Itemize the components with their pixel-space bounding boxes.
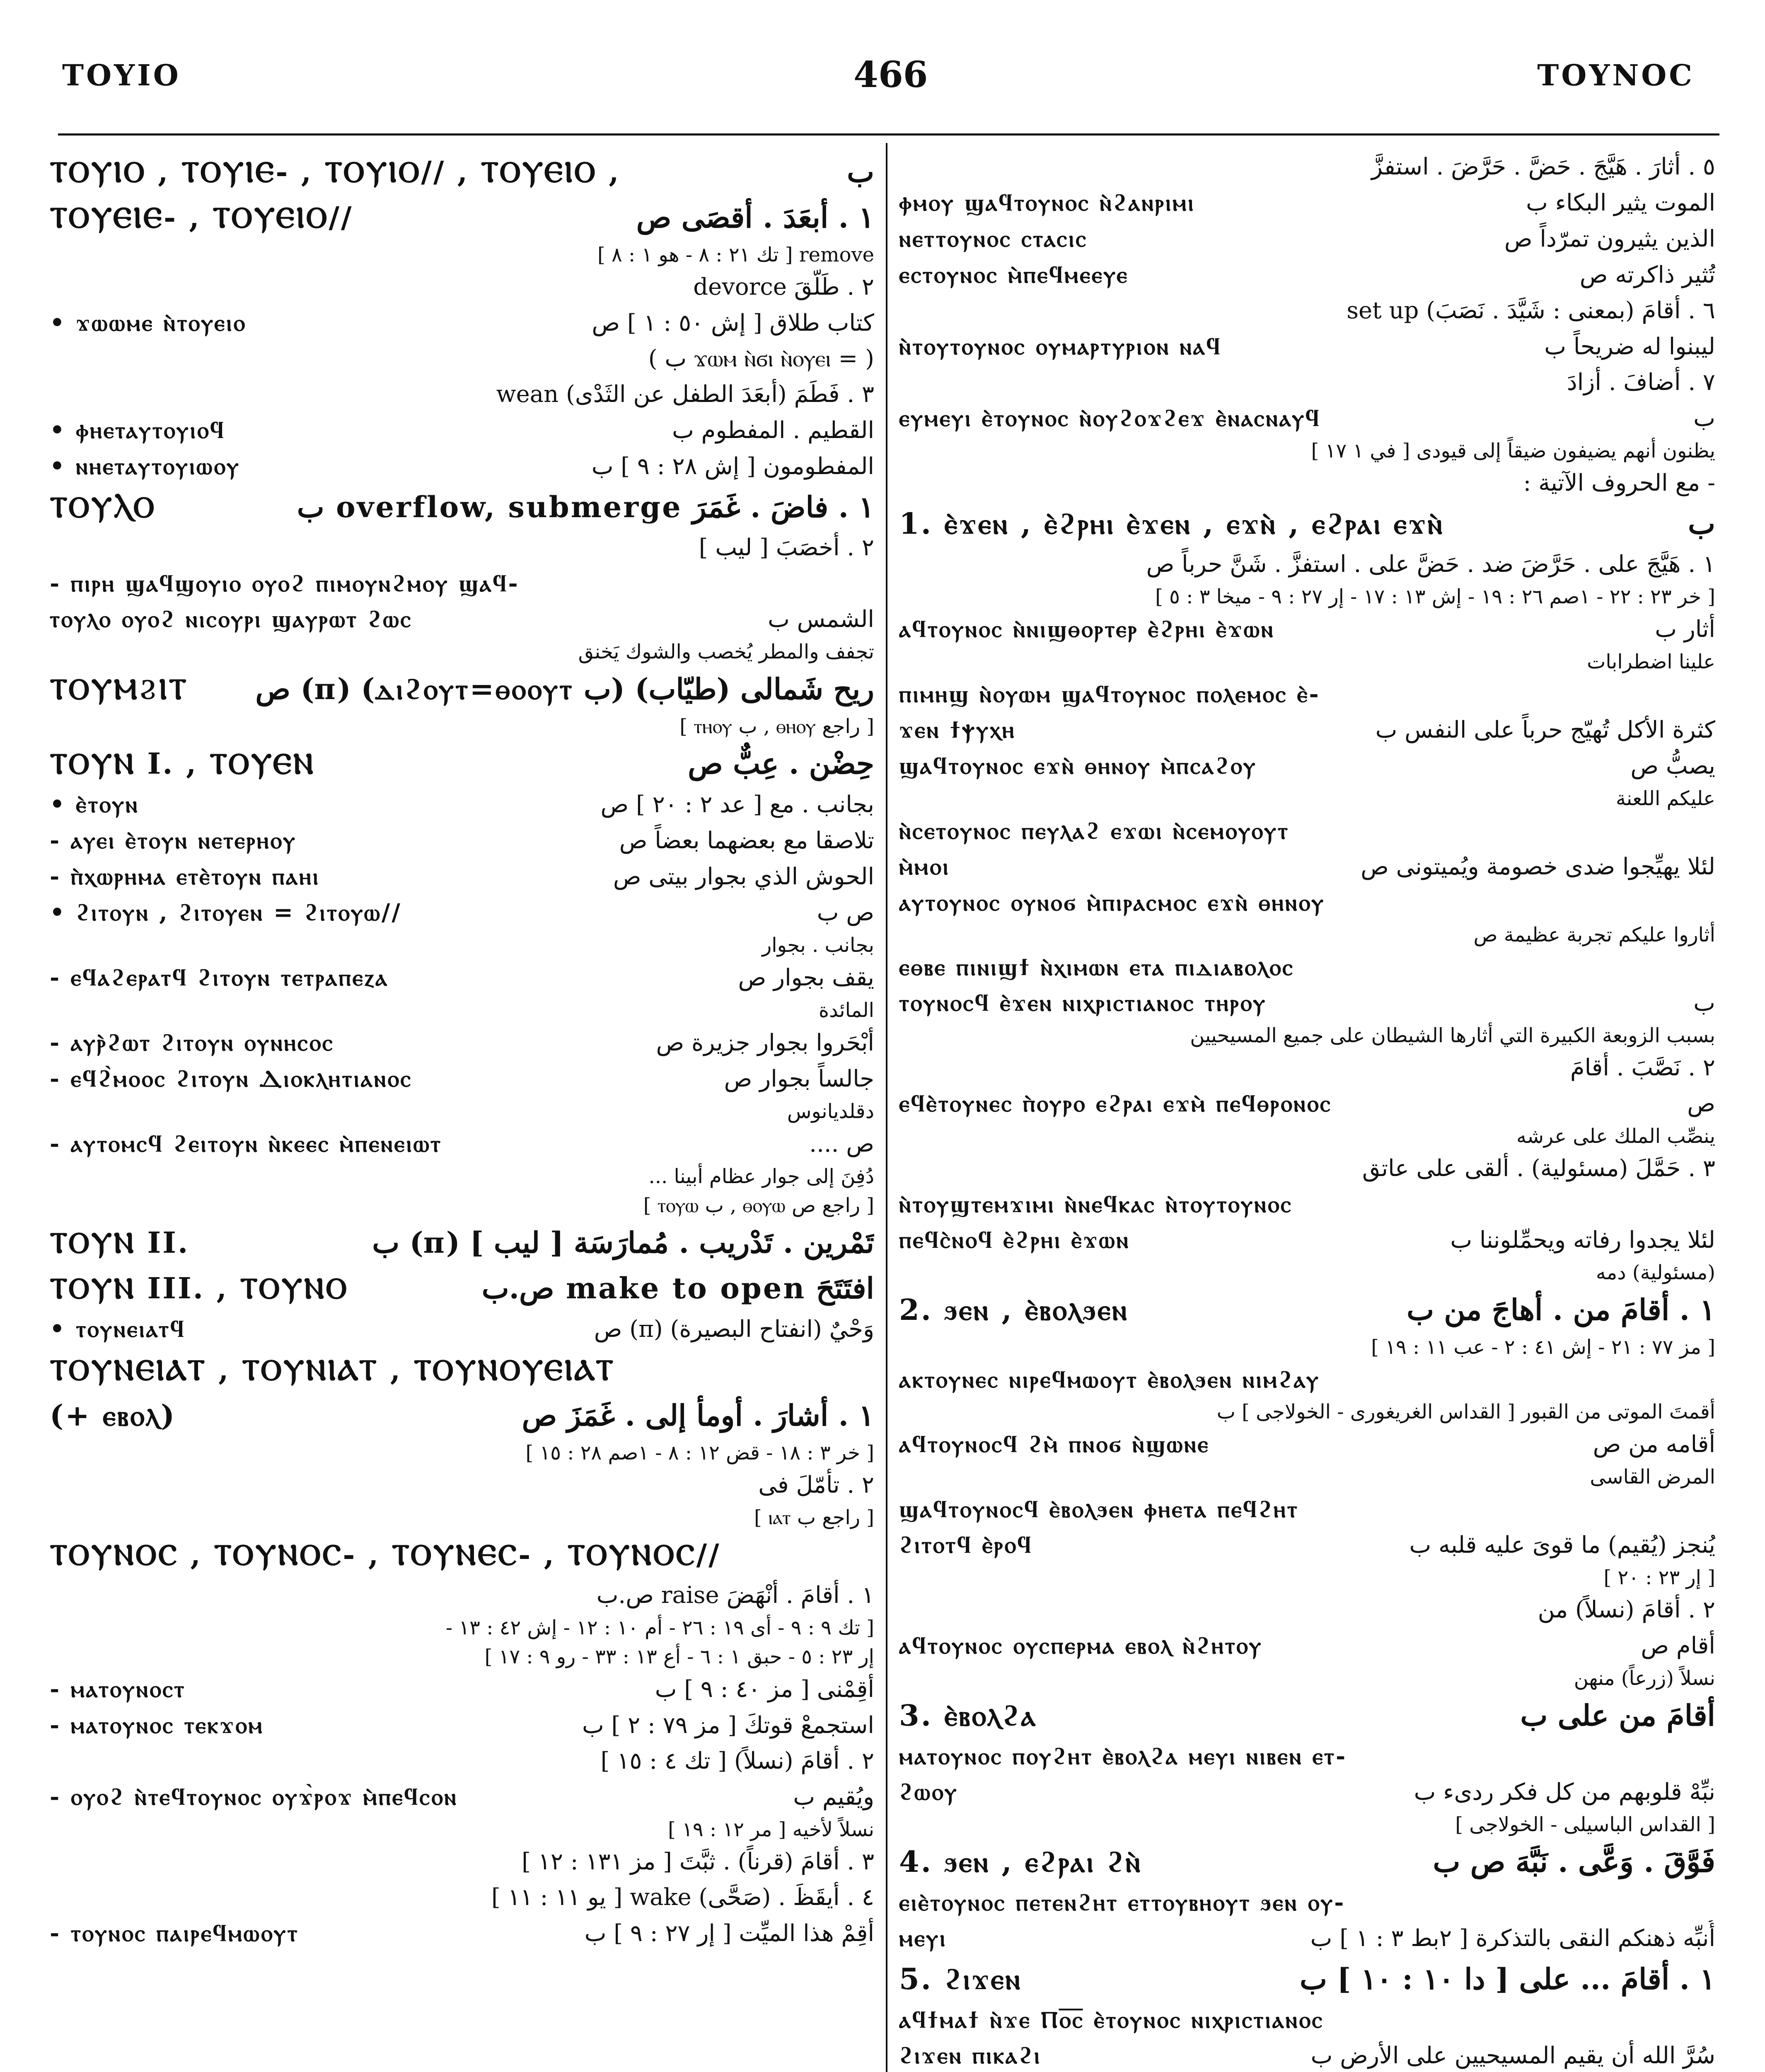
entry-line — [899, 1050, 1715, 1086]
entry-line — [899, 647, 1715, 676]
entry-line — [50, 1347, 874, 1393]
arabic-gloss: تَمْرين . تَدْريب . مُمارَسَة [ ليب ] (π) ب — [372, 1225, 874, 1260]
entry-line — [50, 149, 874, 195]
arabic-gloss: لئلا يهيِّجوا ضدى خصومة ويُميتونى ص — [1361, 853, 1715, 880]
entry-line — [50, 566, 874, 601]
arabic-gloss: أقامه من ص — [1593, 1431, 1715, 1458]
coptic-text: • ⲛⲏⲉⲧⲁⲩⲧⲟⲩⲓⲱⲟⲩ — [50, 453, 240, 480]
entry-line — [899, 1693, 1715, 1738]
entry-line — [899, 1628, 1715, 1664]
arabic-text: [ راجع ب ⲓⲁⲧ ] — [754, 1506, 874, 1529]
entry-line — [899, 1738, 1715, 1774]
entry-line — [899, 712, 1715, 748]
entry-line — [899, 1527, 1715, 1563]
entry-line — [899, 185, 1715, 221]
entry-line — [50, 1311, 874, 1347]
entry-line — [50, 1642, 874, 1671]
entry-line — [50, 1061, 874, 1097]
arabic-text: [ راجع ص ⲑⲟⲩⲱ , ب ⲧⲟⲩⲱ ] — [643, 1194, 874, 1217]
entry-line — [899, 1839, 1715, 1885]
coptic-text: ⲦⲞⲨⲒⲞ , ⲦⲞⲨⲒⲈ- , ⲦⲞⲨⲒⲞ// , ⲦⲞⲨⲈⲒⲞ , — [50, 155, 621, 189]
entry-line — [899, 1956, 1715, 2002]
entry-line — [50, 1438, 874, 1467]
coptic-text: ⲦⲞⲨⲚ I. , ⲦⲞⲨⲈⲚ — [50, 746, 315, 781]
arabic-gloss: ١ . أبعَدَ . أقصَى ص — [636, 200, 874, 235]
coptic-text: - ⲡⲓⲣⲏ ϣⲁϥϣⲟⲩⲓⲟ ⲟⲩⲟϩ ⲡⲓⲙⲟⲩⲛϩⲙⲟⲩ ϣⲁϥ- — [50, 570, 520, 597]
entry-line — [50, 1266, 874, 1311]
entry-line — [50, 1503, 874, 1532]
coptic-text: ϩⲓⲧⲟⲧϥ ⲉ̀ⲣⲟϥ — [899, 1531, 1033, 1559]
entry-line — [899, 501, 1715, 547]
arabic-gloss: يصبُّ ص — [1630, 753, 1715, 779]
entry-line — [899, 949, 1715, 985]
page-number: 466 — [853, 54, 928, 96]
left-column — [50, 149, 874, 2072]
coptic-text: 4. ϧⲉⲛ , ⲉϩⲣⲁⲓ ϩⲛ̀ — [899, 1844, 1142, 1879]
coptic-text: ⲛ̀ⲧⲟⲩϣⲧⲉⲙϫⲓⲙⲓ ⲛ̀ⲛⲉϥⲕⲁⲥ ⲛ̀ⲧⲟⲩⲧⲟⲩⲛⲟⲥ — [899, 1191, 1293, 1218]
entry-line — [50, 1162, 874, 1191]
arabic-gloss: ( = ϫⲱⲙ ⲛ̀ϭⲓ ⲛ̀ⲟⲩⲉⲓ ب ) — [648, 345, 874, 372]
coptic-text: ⲛ̀ⲥⲉⲧⲟⲩⲛⲟⲥ ⲡⲉⲩⲗⲁϩ ⲉϫⲱⲓ ⲛ̀ⲥⲉⲙⲟⲩⲟⲩⲧ — [899, 817, 1290, 845]
coptic-text: 5. ϩⲓϫⲉⲛ — [899, 1962, 1022, 1996]
entry-line — [899, 1151, 1715, 1186]
coptic-text: ⲛⲉⲧⲧⲟⲩⲛⲟⲥ ⲥⲧⲁⲥⲓⲥ — [899, 225, 1088, 252]
coptic-text: ⲁϥϯⲙⲁϯ ⲛ̀ϫⲉ Ⲡⲟ̅ⲥ̅ ⲉ̀ⲧⲟⲩⲛⲟⲥ ⲛⲓⲭⲣⲓⲥⲧⲓⲁⲛⲟⲥ — [899, 2006, 1324, 2033]
arabic-text: أقمتَ الموتى من القبور [ القداس الغريغورى - الخولاجى ] ب — [1216, 1400, 1715, 1423]
arabic-gloss: تُثير ذاكرته ص — [1579, 261, 1715, 288]
arabic-text: عليكم اللعنة — [1616, 787, 1715, 810]
arabic-gloss: يقف بجوار ص — [738, 964, 874, 991]
entry-line — [899, 400, 1715, 436]
entry-line — [50, 1532, 874, 1578]
coptic-text: ⲦⲞⲨⲘϨⲒⲦ — [50, 672, 189, 706]
entry-line — [50, 859, 874, 895]
entry-line — [50, 823, 874, 859]
arabic-gloss: ص — [1687, 1090, 1715, 1117]
entry-line — [50, 269, 874, 305]
coptic-text: - ⲁⲩⲉⲓ ⲉ̀ⲧⲟⲩⲛ ⲛⲉⲧⲉⲣⲏⲟⲩ — [50, 827, 297, 854]
entry-line — [899, 1592, 1715, 1628]
entry-line — [899, 1426, 1715, 1462]
coptic-text: - ⲟⲩⲟϩ ⲛ̀ⲧⲉϥⲧⲟⲩⲛⲟⲥ ⲟⲩϫ̀ⲣⲟϫ ⲙ̀ⲡⲉϥⲥⲟⲛ — [50, 1783, 458, 1811]
entry-line — [50, 341, 874, 377]
entry-line — [899, 149, 1715, 185]
coptic-text: ⲧⲟⲩⲛⲟⲥϥ ⲉ̀ϫⲉⲛ ⲛⲓⲭⲣⲓⲥⲧⲓⲁⲛⲟⲥ ⲧⲏⲣⲟⲩ — [899, 989, 1267, 1017]
arabic-gloss: ب — [847, 155, 874, 189]
entry-line — [899, 1362, 1715, 1397]
arabic-text: [ إر ٢٣ : ٢٠ ] — [1603, 1566, 1715, 1589]
entry-line — [50, 1393, 874, 1438]
entry-line — [50, 412, 874, 448]
arabic-text: ٢ . أقامَ (نسلاً) من — [1538, 1596, 1715, 1623]
arabic-text: ٢ . تأمّلَ فى — [758, 1472, 874, 1498]
arabic-gloss: نبِّهْ قلوبهم من كل فكر ردىء ب — [1414, 1779, 1715, 1806]
entry-line — [899, 784, 1715, 813]
arabic-text: [ راجع ⲑⲏⲟⲩ , ب ⲧⲏⲟⲩ ] — [679, 715, 874, 738]
entry-line — [899, 465, 1715, 501]
arabic-gloss: ب — [1688, 506, 1715, 541]
running-head-left: ΤΟΥΙΟ — [62, 58, 181, 92]
coptic-text: ⲦⲞⲨⲖⲞ — [50, 490, 156, 524]
arabic-text: ٦ . أقامَ (بمعنى : شَيَّدَ . نَصَبَ) set up — [1347, 297, 1715, 324]
coptic-text: ⲉⲥⲧⲟⲩⲛⲟⲥ ⲙ̀ⲡⲉϥⲙⲉⲉⲩⲉ — [899, 261, 1129, 288]
entry-line — [899, 436, 1715, 465]
running-head-right: ΤΟΥΝΟϹ — [1537, 58, 1695, 92]
coptic-text: ⲧⲟⲩⲗⲟ ⲟⲩⲟϩ ⲛⲓⲥⲟⲩⲣⲓ ϣⲁⲩⲣⲱⲧ ϩⲱⲥ — [50, 605, 413, 633]
entry-line — [899, 1563, 1715, 1592]
arabic-gloss: لئلا يجدوا رفاته ويحمِّلوننا ب — [1450, 1227, 1715, 1254]
entry-line — [50, 1467, 874, 1503]
entry-line — [50, 1915, 874, 1951]
entry-line — [50, 1815, 874, 1844]
arabic-text: ٥ . أثارَ . هَيَّجَ . حَضَّ . حَرَّضَ . استفزَّ — [1371, 153, 1715, 180]
entry-line — [899, 1397, 1715, 1426]
entry-line — [899, 2002, 1715, 2038]
arabic-gloss: المفطومون [ إش ٢٨ : ٩ ] ب — [591, 453, 874, 480]
arabic-text: ٣ . فَطَمَ (أبعَدَ الطفل عن الثَدْى) wean — [496, 381, 874, 408]
coptic-text: - ⲙⲁⲧⲟⲩⲛⲟⲥⲧ — [50, 1675, 186, 1703]
coptic-text: ⲁϥⲧⲟⲩⲛⲟⲥ ⲛ̀ⲛⲓϣⲑⲟⲣⲧⲉⲣ ⲉ̀ϩⲣⲏⲓ ⲉ̀ϫⲱⲛ — [899, 615, 1275, 643]
entry-line — [50, 1191, 874, 1220]
page-header — [0, 0, 1765, 137]
entry-line — [50, 1097, 874, 1126]
arabic-text: المائدة — [818, 999, 874, 1022]
entry-line — [899, 1664, 1715, 1693]
coptic-text: - ⲁⲩⲣ̀ϩⲱⲧ ϩⲓⲧⲟⲩⲛ ⲟⲩⲛⲏⲥⲟⲥ — [50, 1029, 334, 1056]
coptic-text: ϩⲱⲟⲩ — [899, 1778, 958, 1806]
arabic-gloss: سُرَّ الله أن يقيم المسيحيين على الأرض ب — [1310, 2042, 1715, 2069]
arabic-text: ٢ . أخصَبَ [ ليب ] — [699, 534, 874, 561]
coptic-text: ⲁϥⲧⲟⲩⲛⲟⲥϥ ϩⲙ̀ ⲡⲛⲟϭ ⲛ̀ϣⲱⲛⲉ — [899, 1431, 1210, 1458]
arabic-gloss: كثرة الأكل تُهيّج حرباً على النفس ب — [1375, 716, 1715, 743]
arabic-gloss: ١ . أشارَ . أومأ إلى . غَمَزَ ص — [522, 1398, 874, 1433]
entry-line — [899, 1021, 1715, 1050]
coptic-text: ⲙⲁⲧⲟⲩⲛⲟⲥ ⲡⲟⲩϩⲏⲧ ⲉ̀ⲃⲟⲗϩⲁ ⲙⲉⲩⲓ ⲛⲓⲃⲉⲛ ⲉⲧ- — [899, 1743, 1347, 1770]
arabic-text: المرض القاسى — [1590, 1465, 1715, 1489]
arabic-gloss: أُنبِّه ذهنكم النقى بالتذكرة [ ٢بط ٣ : ١ ] ب — [1310, 1925, 1715, 1952]
arabic-text: [ خر ٣ : ١٨ - قض ١٢ : ٨ - ١صم ٢٨ : ١٥ ] — [525, 1441, 874, 1464]
entry-line — [50, 448, 874, 484]
entry-line — [899, 1491, 1715, 1527]
entry-line — [50, 996, 874, 1025]
arabic-text: علينا اضطرابات — [1587, 650, 1715, 673]
entry-line — [50, 195, 874, 240]
entry-line — [899, 547, 1715, 582]
arabic-gloss: ب — [1693, 405, 1715, 432]
arabic-gloss: الحوش الذي بجوار بيتى ص — [613, 863, 874, 890]
arabic-gloss: جالساً بجوار ص — [724, 1065, 874, 1092]
arabic-gloss: بجانب . مع [ عد ٢ : ٢٠ ] ص — [600, 791, 874, 818]
entry-line — [50, 1025, 874, 1061]
coptic-text: - ⲁⲩⲧⲟⲙⲥϥ ϩⲉⲓⲧⲟⲩⲛ ⲛ̀ⲕⲉⲉⲥ ⲙ̀ⲡⲉⲛⲉⲓⲱⲧ — [50, 1130, 442, 1157]
arabic-gloss: ص .... — [809, 1130, 874, 1157]
header-rule — [58, 133, 1719, 136]
arabic-text: أثاروا عليكم تجربة عظيمة ص — [1473, 923, 1715, 946]
arabic-gloss: أقِمْنى [ مز ٤٠ : ٩ ] ب — [655, 1676, 874, 1703]
arabic-gloss: افتَتَحَ make to open ص.ب — [481, 1271, 874, 1305]
arabic-text: نسلاً (زرعاً) منهن — [1574, 1667, 1715, 1690]
entry-line — [899, 1287, 1715, 1333]
coptic-text: ⲦⲞⲨⲈⲒⲈ- , ⲦⲞⲨⲈⲒⲞ// — [50, 200, 353, 235]
entry-line — [50, 530, 874, 566]
arabic-text: بجانب . بجوار — [762, 934, 874, 957]
coptic-text: 3. ⲉ̀ⲃⲟⲗϩⲁ — [899, 1698, 1037, 1733]
arabic-text: (مسئولية) دمه — [1596, 1261, 1715, 1284]
entry-line — [50, 1578, 874, 1613]
arabic-gloss: ويُقيم ب — [793, 1784, 874, 1811]
arabic-gloss: أقام ص — [1641, 1632, 1715, 1659]
coptic-text: • ⲫⲏⲉⲧⲁⲩⲧⲟⲩⲓⲟϥ — [50, 416, 226, 444]
arabic-gloss: تلاصقا مع بعضهما بعضاً ص — [619, 827, 874, 854]
coptic-text: ⲡⲓⲙⲏϣ ⲛ̀ⲟⲩⲱⲙ ϣⲁϥⲧⲟⲩⲛⲟⲥ ⲡⲟⲗⲉⲙⲟⲥ ⲉ̀- — [899, 680, 1320, 708]
entry-line — [899, 1086, 1715, 1122]
arabic-text: [ القداس الباسيلى - الخولاجى ] — [1455, 1813, 1715, 1836]
arabic-gloss: يُنجز (يُقيم) ما قوىَ عليه قلبه ب — [1409, 1532, 1715, 1559]
coptic-text: ϣⲁϥⲧⲟⲩⲛⲟⲥϥ ⲉ̀ⲃⲟⲗϧⲉⲛ ⲫⲏⲉⲧⲁ ⲡⲉϥϩⲏⲧ — [899, 1496, 1299, 1523]
entry-line — [899, 1122, 1715, 1151]
coptic-text: - ⲉϥⲁϩⲉⲣⲁⲧϥ ϩⲓⲧⲟⲩⲛ ⲧⲉⲧⲣⲁⲡⲉⲍⲁ — [50, 964, 389, 991]
arabic-gloss: ص ب — [817, 899, 874, 926]
entry-line — [899, 329, 1715, 365]
entry-line — [899, 257, 1715, 293]
entry-line — [899, 748, 1715, 784]
coptic-text: • ϩⲓⲧⲟⲩⲛ , ϩⲓⲧⲟⲩⲉⲛ = ϩⲓⲧⲟⲩⲱ// — [50, 899, 402, 926]
arabic-gloss: استجمعْ قوتكَ [ مز ٧٩ : ٢ ] ب — [582, 1712, 874, 1739]
entry-line — [50, 712, 874, 741]
entry-line — [50, 666, 874, 712]
arabic-gloss: ١ . أقامَ من . أهاجَ من ب — [1407, 1293, 1715, 1327]
arabic-gloss: أقامَ من على ب — [1520, 1698, 1715, 1733]
arabic-text: ينصِّب الملك على عرشه — [1516, 1125, 1715, 1148]
coptic-text: ⲙⲉⲩⲓ — [899, 1924, 947, 1952]
entry-line — [899, 1333, 1715, 1362]
coptic-text: - ⲉϥϩ̀ⲙⲟⲟⲥ ϩⲓⲧⲟⲩⲛ Ⲇⲓⲟⲕⲗⲏⲧⲓⲁⲛⲟⲥ — [50, 1065, 413, 1092]
coptic-text: • ⲧⲟⲩⲛⲉⲓⲁⲧϥ — [50, 1315, 186, 1343]
arabic-text: ٢ . طَلَّقَ devorce — [693, 274, 874, 300]
entry-line — [50, 484, 874, 530]
coptic-text: ϩⲓϫⲉⲛ ⲡⲓⲕⲁϩⲓ — [899, 2042, 1042, 2069]
entry-line — [899, 1774, 1715, 1810]
arabic-gloss: ب — [1693, 990, 1715, 1017]
entry-line — [899, 1258, 1715, 1287]
arabic-gloss: أثار ب — [1655, 616, 1715, 643]
arabic-gloss: حِضْن . عِبٌّ ص — [688, 746, 874, 781]
arabic-gloss: فَوَّقَ . وَعَّى . نَبَّهَ ص ب — [1433, 1844, 1715, 1879]
entry-line — [899, 1222, 1715, 1258]
entry-line — [50, 1220, 874, 1266]
arabic-gloss: كتاب طلاق [ إش ٥٠ : ١ ] ص — [592, 310, 874, 336]
arabic-text: remove [ تك ٢١ : ٨ - هو ١ : ٨ ] — [597, 243, 874, 266]
entry-line — [50, 377, 874, 412]
coptic-text: ⲦⲞⲨⲚⲈⲒⲀⲦ , ⲦⲞⲨⲚⲒⲀⲦ , ⲦⲞⲨⲚⲞⲨⲈⲒⲀⲦ — [50, 1353, 615, 1387]
arabic-text: [ مز ٧٧ : ٢١ - إش ٤١ : ٢ - عب ١١ : ١٩ ] — [1371, 1336, 1715, 1359]
coptic-text: ⲦⲞⲨⲚ III. , ⲦⲞⲨⲚⲞ — [50, 1271, 349, 1305]
entry-line — [899, 221, 1715, 257]
entry-line — [899, 1885, 1715, 1920]
coptic-text: ⲡⲉϥⲥ̀ⲛⲟϥ ⲉ̀ϩⲣⲏⲓ ⲉ̀ϫⲱⲛ — [899, 1226, 1130, 1254]
entry-line — [899, 985, 1715, 1021]
entry-line — [50, 240, 874, 269]
coptic-text: ⲁⲕⲧⲟⲩⲛⲉⲥ ⲛⲓⲣⲉϥⲙⲱⲟⲩⲧ ⲉ̀ⲃⲟⲗϧⲉⲛ ⲛⲓⲙϩⲁⲩ — [899, 1366, 1320, 1393]
arabic-text: ١ . أقامَ . أنْهَضَ raise ص.ب — [596, 1582, 874, 1609]
entry-line — [899, 582, 1715, 611]
entry-line — [899, 1920, 1715, 1956]
coptic-text: (+ ⲉⲃⲟⲗ) — [50, 1398, 176, 1433]
arabic-text: دُفِنَ إلى جوار عظام أبينا ... — [648, 1165, 874, 1188]
entry-line — [50, 960, 874, 996]
arabic-gloss: الذين يثيرون تمرّداً ص — [1504, 225, 1715, 252]
entry-line — [50, 1126, 874, 1162]
arabic-text: تجفف والمطر يُخصب والشوك يَخنق — [578, 640, 874, 663]
coptic-text: ⲙ̀ⲙⲟⲓ — [899, 853, 950, 880]
coptic-text: ϣⲁϥⲧⲟⲩⲛⲟⲥ ⲉϫⲛ̀ ⲑⲏⲛⲟⲩ ⲙ̀ⲡⲥⲁϩⲟⲩ — [899, 752, 1257, 779]
coptic-text: • ⲉ̀ⲧⲟⲩⲛ — [50, 791, 139, 818]
entry-line — [50, 1707, 874, 1743]
coptic-text: ⲁϥⲧⲟⲩⲛⲟⲥ ⲟⲩⲥⲡⲉⲣⲙⲁ ⲉⲃⲟⲗ ⲛ̀ϩⲏⲧⲟⲩ — [899, 1632, 1263, 1659]
entry-line — [50, 305, 874, 341]
entry-line — [899, 611, 1715, 647]
coptic-text: ϫⲉⲛ ϯⲯⲩⲭⲏ — [899, 716, 1016, 743]
arabic-text: نسلاً لأخيه [ مر ١٢ : ١٩ ] — [668, 1818, 874, 1841]
arabic-gloss: أبْحَروا بجوار جزيرة ص — [656, 1029, 874, 1056]
entry-line — [50, 601, 874, 637]
coptic-text: 1. ⲉ̀ϫⲉⲛ , ⲉ̀ϩⲣⲏⲓ ⲉ̀ϫⲉⲛ , ⲉϫⲛ̀ , ⲉϩⲣⲁⲓ ⲉϫⲛ̀ — [899, 506, 1444, 541]
coptic-text: ⲦⲞⲨⲚⲞⲤ , ⲦⲞⲨⲚⲞⲤ- , ⲦⲞⲨⲚⲈⲤ- , ⲦⲞⲨⲚⲞⲤ// — [50, 1537, 721, 1572]
arabic-text: ٤ . أيقَظَ . (صَحَّى) wake [ يو ١١ : ١١ ] — [491, 1884, 874, 1911]
coptic-text: ⲉϥⲉ̀ⲧⲟⲩⲛⲉⲥ ⲡ̀ⲟⲩⲣⲟ ⲉϩⲣⲁⲓ ⲉϫⲙ̀ ⲡⲉϥⲑⲣⲟⲛⲟⲥ — [899, 1090, 1332, 1117]
arabic-gloss: أقِمْ هذا الميِّت [ إر ٢٧ : ٩ ] ب — [584, 1920, 874, 1947]
arabic-gloss: الشمس ب — [768, 606, 874, 633]
arabic-text: بسبب الزوبعة الكبيرة التي أثارها الشيطان على جميع المسيحيين — [1190, 1024, 1715, 1047]
arabic-text: ٣ . حَمَّلَ (مسئولية) . ألقى على عاتق — [1362, 1155, 1715, 1182]
entry-line — [50, 1779, 874, 1815]
entry-line — [899, 2038, 1715, 2072]
arabic-gloss: ليبنوا له ضريحاً ب — [1544, 333, 1715, 360]
entry-line — [50, 895, 874, 931]
arabic-gloss: ١ . فاضَ . غَمَرَ overflow, submerge ب — [297, 490, 874, 524]
coptic-text: - ⲙⲁⲧⲟⲩⲛⲟⲥ ⲧⲉⲕϫⲟⲙ — [50, 1711, 264, 1739]
coptic-text: ⲉⲩⲙⲉⲩⲓ ⲉ̀ⲧⲟⲩⲛⲟⲥ ⲛ̀ⲟⲩϩⲟϫϩⲉϫ ⲉ̀ⲛⲁⲥⲛⲁⲩϥ — [899, 404, 1321, 432]
arabic-text: يظنون أنهم يضيفون ضيقاً إلى قيودى [ في ١ ١٧ ] — [1311, 439, 1715, 462]
entry-line — [50, 1844, 874, 1880]
coptic-text: ⲫⲙⲟⲩ ϣⲁϥⲧⲟⲩⲛⲟⲥ ⲛ̀ϩⲁⲛⲣⲓⲙⲓ — [899, 189, 1195, 216]
entry-line — [899, 1462, 1715, 1491]
arabic-gloss: ريح شَمالى (طيّاب) (ب ⲇⲓϩⲟⲩⲧ=ⲑⲟⲟⲩⲧ) (π) ص — [255, 672, 874, 706]
entry-line — [899, 365, 1715, 400]
arabic-text: إر ٢٣ : ٥ - حبق ١ : ٦ - أع ١٣ : ٣٣ - رو ٩ : ١٧ ] — [484, 1645, 874, 1668]
arabic-text: دقلديانوس — [787, 1100, 874, 1123]
arabic-text: - مع الحروف الآتية : — [1523, 470, 1715, 496]
coptic-text: ⲁⲩⲧⲟⲩⲛⲟⲥ ⲟⲩⲛⲟϭ ⲙ̀ⲡⲓⲣⲁⲥⲙⲟⲥ ⲉϫⲛ̀ ⲑⲏⲛⲟⲩ — [899, 889, 1325, 916]
coptic-text: ⲉⲑⲃⲉ ⲡⲓⲛⲓϣϯ ⲛ̀ⲭⲓⲙⲱⲛ ⲉⲧⲁ ⲡⲓⲇⲓⲁⲃⲟⲗⲟⲥ — [899, 954, 1294, 981]
column-divider — [886, 143, 887, 2072]
entry-line — [50, 1880, 874, 1915]
coptic-text: ⲉⲓⲉ̀ⲧⲟⲩⲛⲟⲥ ⲡⲉⲧⲉⲛϩⲏⲧ ⲉⲧⲧⲟⲩⲃⲏⲟⲩⲧ ϧⲉⲛ ⲟⲩ- — [899, 1889, 1346, 1916]
entry-line — [50, 1743, 874, 1779]
arabic-gloss: وَحْيٌ (انفتاح البصيرة) (π) ص — [594, 1316, 874, 1343]
arabic-gloss: القطيم . المفطوم ب — [672, 417, 874, 444]
entry-line — [899, 293, 1715, 329]
entry-line — [899, 1810, 1715, 1839]
arabic-text: ١ . هَيَّجَ على . حَرَّضَ ضد . حَضَّ على . استفزَّ . شَنَّ حرباً ص — [1146, 551, 1715, 578]
entry-line — [50, 637, 874, 666]
coptic-text: 2. ϧⲉⲛ , ⲉ̀ⲃⲟⲗϧⲉⲛ — [899, 1293, 1129, 1327]
entry-line — [899, 920, 1715, 949]
entry-line — [50, 1613, 874, 1642]
entry-line — [50, 1671, 874, 1707]
entry-line — [899, 813, 1715, 849]
arabic-text: [ تك ٩ : ٩ - أى ١٩ : ٢٦ - أم ١٠ : ١٢ - إش ٤٢ : ١٣ - — [445, 1616, 874, 1639]
coptic-text: ⲛ̀ⲧⲟⲩⲧⲟⲩⲛⲟⲥ ⲟⲩⲙⲁⲣⲧⲩⲣⲓⲟⲛ ⲛⲁϥ — [899, 333, 1222, 360]
arabic-text: ٢ . أقامَ (نسلاً) [ تك ٤ : ١٥ ] — [600, 1748, 874, 1774]
entry-line — [899, 1186, 1715, 1222]
arabic-text: ٢ . نَصَّبَ . أقامَ — [1570, 1054, 1715, 1081]
entry-line — [50, 741, 874, 787]
coptic-text: - ⲡ̀ⲭⲱⲣⲏⲙⲁ ⲉⲧⲉ̀ⲧⲟⲩⲛ ⲡⲁⲏⲓ — [50, 863, 320, 890]
entry-line — [50, 931, 874, 960]
entry-line — [899, 885, 1715, 920]
arabic-gloss: الموت يثير البكاء ب — [1526, 189, 1715, 216]
arabic-text: [ خر ٢٣ : ٢٢ - ١صم ٢٦ : ١٩ - إش ١٣ : ١٧ - إر ٢٧ : ٩ - ميخا ٣ : ٥ ] — [1155, 585, 1715, 608]
arabic-text: ٣ . أقامَ (قرناً) . ثبَّتَ [ مز ١٣١ : ١٢ ] — [522, 1848, 874, 1875]
entry-line — [899, 849, 1715, 885]
entry-line — [50, 787, 874, 823]
coptic-text: - ⲧⲟⲩⲛⲟⲥ ⲡⲁⲓⲣⲉϥⲙⲱⲟⲩⲧ — [50, 1920, 299, 1947]
arabic-gloss: ١ . أقامَ ... على [ دا ١٠ : ١٠ ] ب — [1299, 1962, 1715, 1996]
coptic-text: • ϫⲱⲱⲙⲉ ⲛ̀ⲧⲟⲩⲉⲓⲟ — [50, 309, 247, 336]
arabic-text: ٧ . أضافَ . أزادَ — [1567, 369, 1715, 396]
right-column — [899, 149, 1715, 2072]
coptic-text: ⲦⲞⲨⲚ II. — [50, 1225, 190, 1260]
entry-line — [899, 676, 1715, 712]
